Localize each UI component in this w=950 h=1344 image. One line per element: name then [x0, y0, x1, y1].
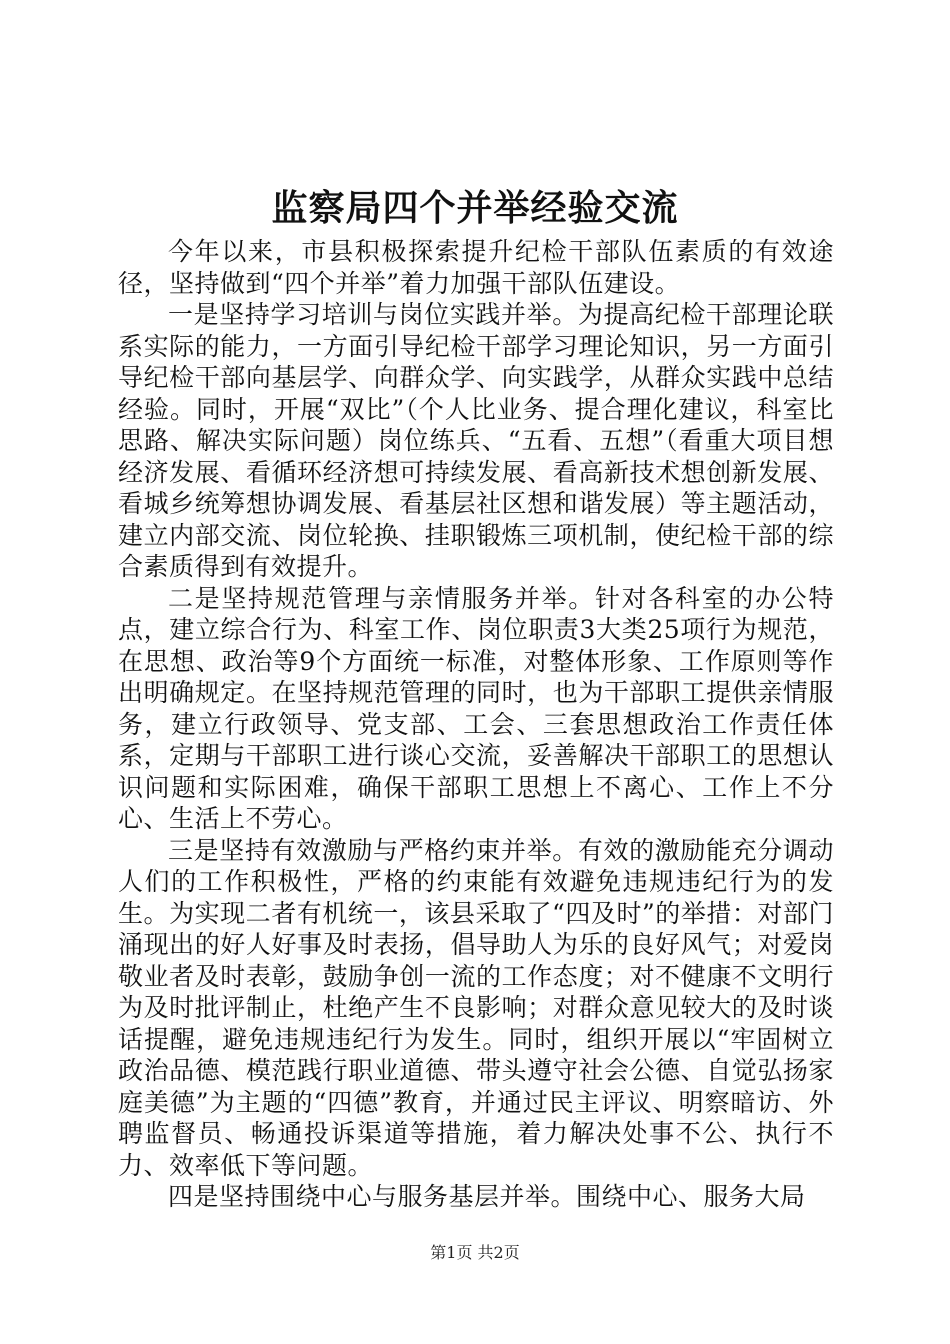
paragraph-point-one: 一是坚持学习培训与岗位实践并举。为提高纪检干部理论联系实际的能力，一方面引导纪检干部学习理论知识，另一方面引导纪检干部向基层学、向群众学、向实践学，从群众实践中总结经验。同时，开展“双比”（个人比业务、提合理化建议，科室比思路、解决实际问题）岗位练兵、“五看、五想”（看重大项目想经济发展、看循环经济想可持续发展、看高新技术想创新发展、看城乡统筹想协调发展、看基层社区想和谐发展）等主题活动，建立内部交流、岗位轮换、挂职锻炼三项机制，使纪检干部的综合素质得到有效提升。: [118, 300, 834, 581]
paragraph-intro: 今年以来，市县积极探索提升纪检干部队伍素质的有效途径，坚持做到“四个并举”着力加强干部队伍建设。: [118, 237, 834, 298]
paragraph-point-three: 三是坚持有效激励与严格约束并举。有效的激励能充分调动人们的工作积极性，严格的约束能有效避免违规违纪行为的发生。为实现二者有机统一，该县采取了“四及时”的举措：对部门涌现出的好人好事及时表扬，倡导助人为乐的良好风气；对爱岗敬业者及时表彰，鼓励争创一流的工作态度；对不健康不文明行为及时批评制止，杜绝产生不良影响；对群众意见较大的及时谈话提醒，避免违规违纪行为发生。同时，组织开展以“牢固树立政治品德、模范践行职业道德、带头遵守社会公德、自觉弘扬家庭美德”为主题的“四德”教育，并通过民主评议、明察暗访、外聘监督员、畅通投诉渠道等措施，着力解决处事不公、执行不力、效率低下等问题。: [118, 835, 834, 1180]
paragraph-point-two: 二是坚持规范管理与亲情服务并举。针对各科室的办公特点，建立综合行为、科室工作、岗位职责3大类25项行为规范，在思想、政治等9个方面统一标准，对整体形象、工作原则等作出明确规定。在坚持规范管理的同时，也为干部职工提供亲情服务，建立行政领导、党支部、工会、三套思想政治工作责任体系，定期与干部职工进行谈心交流，妥善解决干部职工的思想认识问题和实际困难，确保干部职工思想上不离心、工作上不分心、生活上不劳心。: [118, 583, 834, 833]
page-number-footer: 第1页 共2页: [430, 1243, 520, 1262]
document-title: 监察局四个并举经验交流: [271, 187, 679, 229]
paragraph-point-four: 四是坚持围绕中心与服务基层并举。围绕中心、服务大局: [168, 1182, 806, 1211]
document-body: [118, 236, 834, 1213]
